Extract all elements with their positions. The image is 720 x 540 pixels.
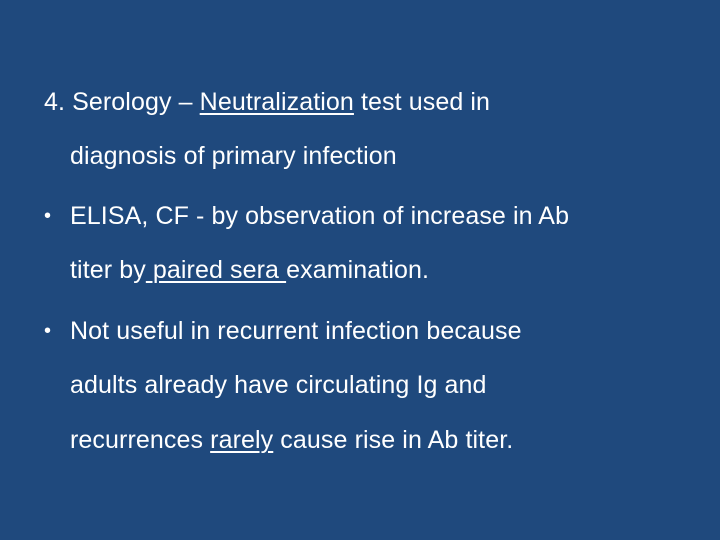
paired-sera-term: paired sera [145, 256, 287, 284]
recurrent-line-3 [70, 425, 513, 455]
serology-heading-suffix: test used in [353, 88, 491, 116]
serology-heading-prefix: 4. Serology – [44, 88, 200, 116]
recurrent-line-3-suffix: cause rise in Ab titer. [273, 426, 514, 454]
recurrent-line-1: Not useful in recurrent infection because [70, 317, 522, 345]
neutralization-term: Neutralization [199, 88, 354, 116]
paired-sera-suffix: examination. [286, 256, 430, 284]
rarely-term: rarely [210, 426, 274, 454]
bullet-marker-recurrent: • [44, 320, 52, 342]
paired-sera-prefix: titer by [70, 256, 146, 284]
bullet-marker-elisa: • [44, 205, 52, 227]
paired-sera-line [70, 255, 429, 285]
recurrent-line-2: adults already have circulating Ig and [70, 371, 487, 399]
serology-heading-line [44, 87, 490, 117]
recurrent-line-3-prefix: recurrences [70, 426, 211, 454]
serology-continuation-line: diagnosis of primary infection [70, 142, 397, 170]
elisa-line: ELISA, CF - by observation of increase in Ab [70, 202, 570, 230]
